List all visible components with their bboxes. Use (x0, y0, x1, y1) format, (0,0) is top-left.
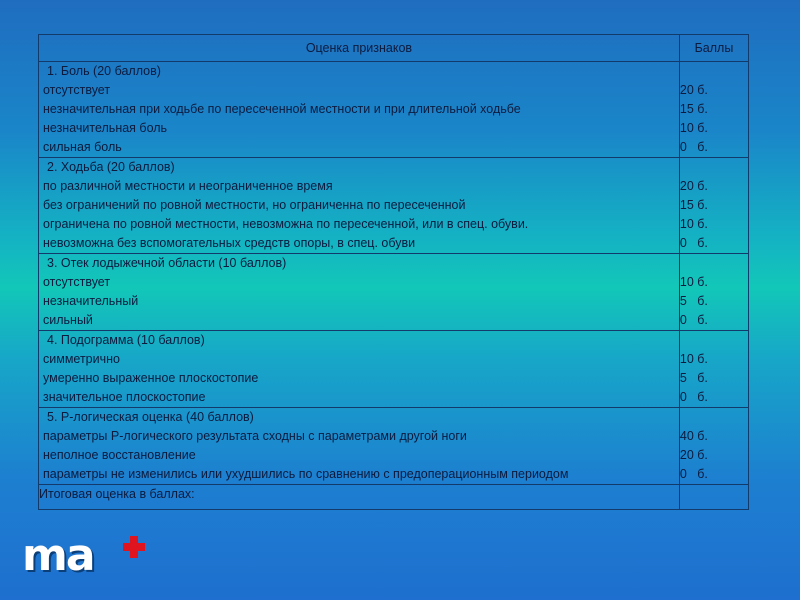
score-value: 40 б. (679, 429, 708, 443)
total-label: Итоговая оценка в баллах: (39, 485, 680, 510)
score-value: 15 б. (679, 198, 708, 212)
logo-text: ma (22, 530, 94, 581)
score-value: 15 б. (679, 102, 708, 116)
section-criteria-cell (39, 158, 680, 254)
section-criteria-cell (39, 408, 680, 485)
score-value: 10 б. (679, 352, 708, 366)
table-header-row (39, 35, 749, 62)
criterion-text: сильная боль (43, 140, 122, 154)
section-row-1 (39, 62, 749, 158)
criterion-text: незначительная при ходьбе по пересеченной местности и при длительной ходьбе (43, 102, 521, 116)
header-signs: Оценка признаков (39, 35, 680, 62)
score-value: 0 б. (679, 236, 708, 250)
criterion-text: неполное восстановление (43, 448, 196, 462)
section-title: 3. Отек лодыжечной области (10 баллов) (47, 256, 287, 270)
section-title: 4. Подограмма (10 баллов) (47, 333, 205, 347)
criterion-text: отсутствует (43, 83, 111, 97)
score-value: 0 б. (679, 467, 708, 481)
score-value: 10 б. (679, 121, 708, 135)
section-criteria-cell (39, 254, 680, 331)
score-value: 10 б. (679, 217, 708, 231)
criterion-text: сильный (43, 313, 93, 327)
criterion-text: без ограничений по ровной местности, но ограниченна по пересеченной (43, 198, 466, 212)
criterion-text: умеренно выраженное плоскостопие (43, 371, 259, 385)
section-score-cell (679, 158, 748, 254)
score-value: 20 б. (679, 83, 708, 97)
criterion-text: незначительный (43, 294, 139, 308)
assessment-table (38, 34, 749, 510)
criterion-text: значительное плоскостопие (43, 390, 206, 404)
score-value: 0 б. (679, 140, 708, 154)
score-value: 20 б. (679, 448, 708, 462)
score-value: 0 б. (679, 313, 708, 327)
section-score-cell (679, 408, 748, 485)
score-value: 0 б. (679, 390, 708, 404)
criterion-text: невозможна без вспомогательных средств опоры, в спец. обуви (43, 236, 416, 250)
criterion-text: незначительная боль (43, 121, 168, 135)
total-row (39, 485, 749, 510)
criterion-text: ограничена по ровной местности, невозможна по пересеченной, или в спец. обуви. (43, 217, 529, 231)
section-title: 5. Р-логическая оценка (40 баллов) (47, 410, 254, 424)
section-row-5 (39, 408, 749, 485)
section-score-cell (679, 331, 748, 408)
logo (22, 530, 137, 584)
section-title: 1. Боль (20 баллов) (47, 64, 161, 78)
section-row-2 (39, 158, 749, 254)
total-value (679, 485, 748, 510)
section-criteria-cell (39, 331, 680, 408)
score-value: 10 б. (679, 275, 708, 289)
criterion-text: параметры Р-логического результата сходны с параметрами другой ноги (43, 429, 467, 443)
section-criteria-cell (39, 62, 680, 158)
score-value: 5 б. (679, 371, 708, 385)
section-row-4 (39, 331, 749, 408)
section-row-3 (39, 254, 749, 331)
red-cross-icon (123, 536, 145, 558)
section-score-cell (679, 254, 748, 331)
criterion-text: по различной местности и неограниченное время (43, 179, 333, 193)
criterion-text: отсутствует (43, 275, 111, 289)
criterion-text: параметры не изменились или ухудшились по сравнению с предоперационным периодом (43, 467, 569, 481)
section-score-cell (679, 62, 748, 158)
section-title: 2. Ходьба (20 баллов) (47, 160, 175, 174)
criterion-text: симметрично (43, 352, 120, 366)
score-value: 20 б. (679, 179, 708, 193)
score-value: 5 б. (679, 294, 708, 308)
header-score: Баллы (679, 35, 748, 62)
